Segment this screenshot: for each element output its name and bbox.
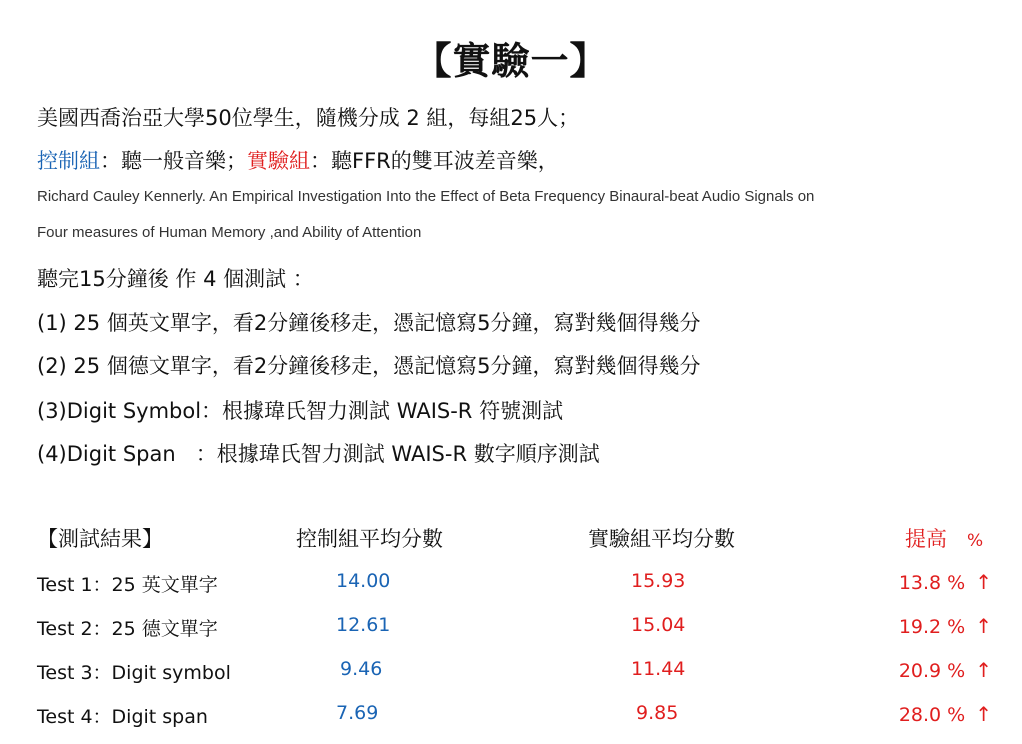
result-row-3-label: Test 3：Digit symbol [37, 662, 231, 684]
result-row-4-improvement [899, 702, 992, 726]
control-group-label: 控制組 [37, 149, 100, 173]
test-description-4: (4)Digit Span ：根據瑋氏智力測試 WAIS-R 數字順序測試 [37, 442, 600, 466]
result-row-2-improvement [899, 614, 992, 638]
result-row-1-improvement [899, 570, 992, 594]
result-row-4-improvement-value: 28.0 % [898, 704, 966, 726]
up-arrow-icon: ↑ [975, 658, 992, 682]
result-row-4-experimental: 9.85 [636, 702, 679, 724]
result-row-1-experimental: 15.93 [631, 570, 686, 592]
improvement-column-header [905, 523, 983, 553]
page-title: 【實驗一】 [413, 39, 609, 83]
result-row-2-experimental: 15.04 [631, 614, 686, 636]
result-row-2-improvement-value: 19.2 % [898, 616, 966, 638]
test-description-1: (1) 25 個英文單字，看2分鐘後移走，憑記憶寫5分鐘，寫對幾個得幾分 [37, 311, 701, 335]
improvement-header-label: 提高 [905, 527, 947, 551]
up-arrow-icon: ↑ [975, 570, 992, 594]
citation-line-2: Four measures of Human Memory ,and Ability of Attention [37, 224, 422, 241]
result-row-1-improvement-value: 13.8 % [898, 572, 966, 594]
result-row-3-control: 9.46 [340, 658, 383, 680]
up-arrow-icon: ↑ [975, 702, 992, 726]
improvement-header-unit: % [967, 531, 984, 551]
experimental-group-desc: ：聽FFR的雙耳波差音樂， [310, 149, 559, 173]
result-row-1-control: 14.00 [336, 570, 391, 592]
experimental-group-label: 實驗組 [247, 149, 310, 173]
result-row-1-label: Test 1：25 英文單字 [37, 574, 218, 596]
citation-line-1: Richard Cauley Kennerly. An Empirical Investigation Into the Effect of Beta Frequency Binaural-beat Audio Signals on [37, 188, 815, 205]
result-row-2-control: 12.61 [336, 614, 391, 636]
result-row-3-improvement [899, 658, 992, 682]
result-row-4-control: 7.69 [336, 702, 379, 724]
experimental-column-header: 實驗組平均分數 [588, 527, 735, 551]
result-row-4-label: Test 4：Digit span [37, 706, 208, 728]
results-heading: 【測試結果】 [37, 527, 163, 551]
result-row-3-experimental: 11.44 [631, 658, 686, 680]
intro-line-2 [37, 145, 559, 175]
test-description-3: (3)Digit Symbol：根據瑋氏智力測試 WAIS-R 符號測試 [37, 399, 564, 423]
intro-line-1: 美國西喬治亞大學50位學生，隨機分成 2 組，每組25人； [37, 106, 580, 130]
test-description-2: (2) 25 個德文單字，看2分鐘後移走，憑記憶寫5分鐘，寫對幾個得幾分 [37, 354, 701, 378]
tests-heading: 聽完15分鐘後 作 4 個測試 ： [37, 267, 314, 291]
result-row-2-label: Test 2：25 德文單字 [37, 618, 218, 640]
control-group-desc: ：聽一般音樂； [100, 149, 247, 173]
result-row-3-improvement-value: 20.9 % [898, 660, 966, 682]
control-column-header: 控制組平均分數 [296, 527, 443, 551]
up-arrow-icon: ↑ [975, 614, 992, 638]
